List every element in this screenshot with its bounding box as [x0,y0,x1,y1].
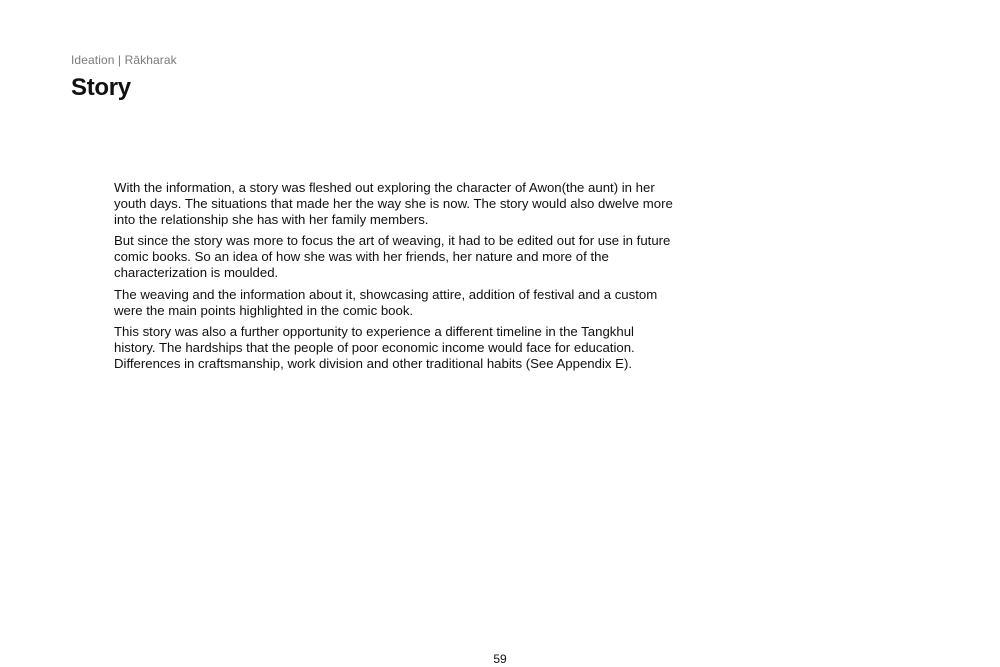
body-text [114,180,674,378]
paragraph-4: This story was also a further opportunity to experience a different timeline in the Tangkhul history. The hardships that the people of poor economic income would face for education. Differences in craftsmanship, work division and other traditional habits (See Appendix E). [114,324,635,371]
paragraph-2: But since the story was more to focus the art of weaving, it had to be edited out for use in future comic books. So an idea of how she was with her friends, her nature and more of the characterization is moulded. [114,233,671,280]
page-title: Story [71,74,131,101]
paragraph-1: With the information, a story was fleshed out exploring the character of Awon(the aunt) in her youth days. The situations that made her the way she is now. The story would also dwelve more into the relationship she has with her family members. [114,180,673,227]
breadcrumb: Ideation | Rākharak [71,53,177,67]
paragraph-3: The weaving and the information about it, showcasing attire, addition of festival and a custom were the main points highlighted in the comic book. [114,286,658,318]
page-number: 59 [493,652,507,666]
